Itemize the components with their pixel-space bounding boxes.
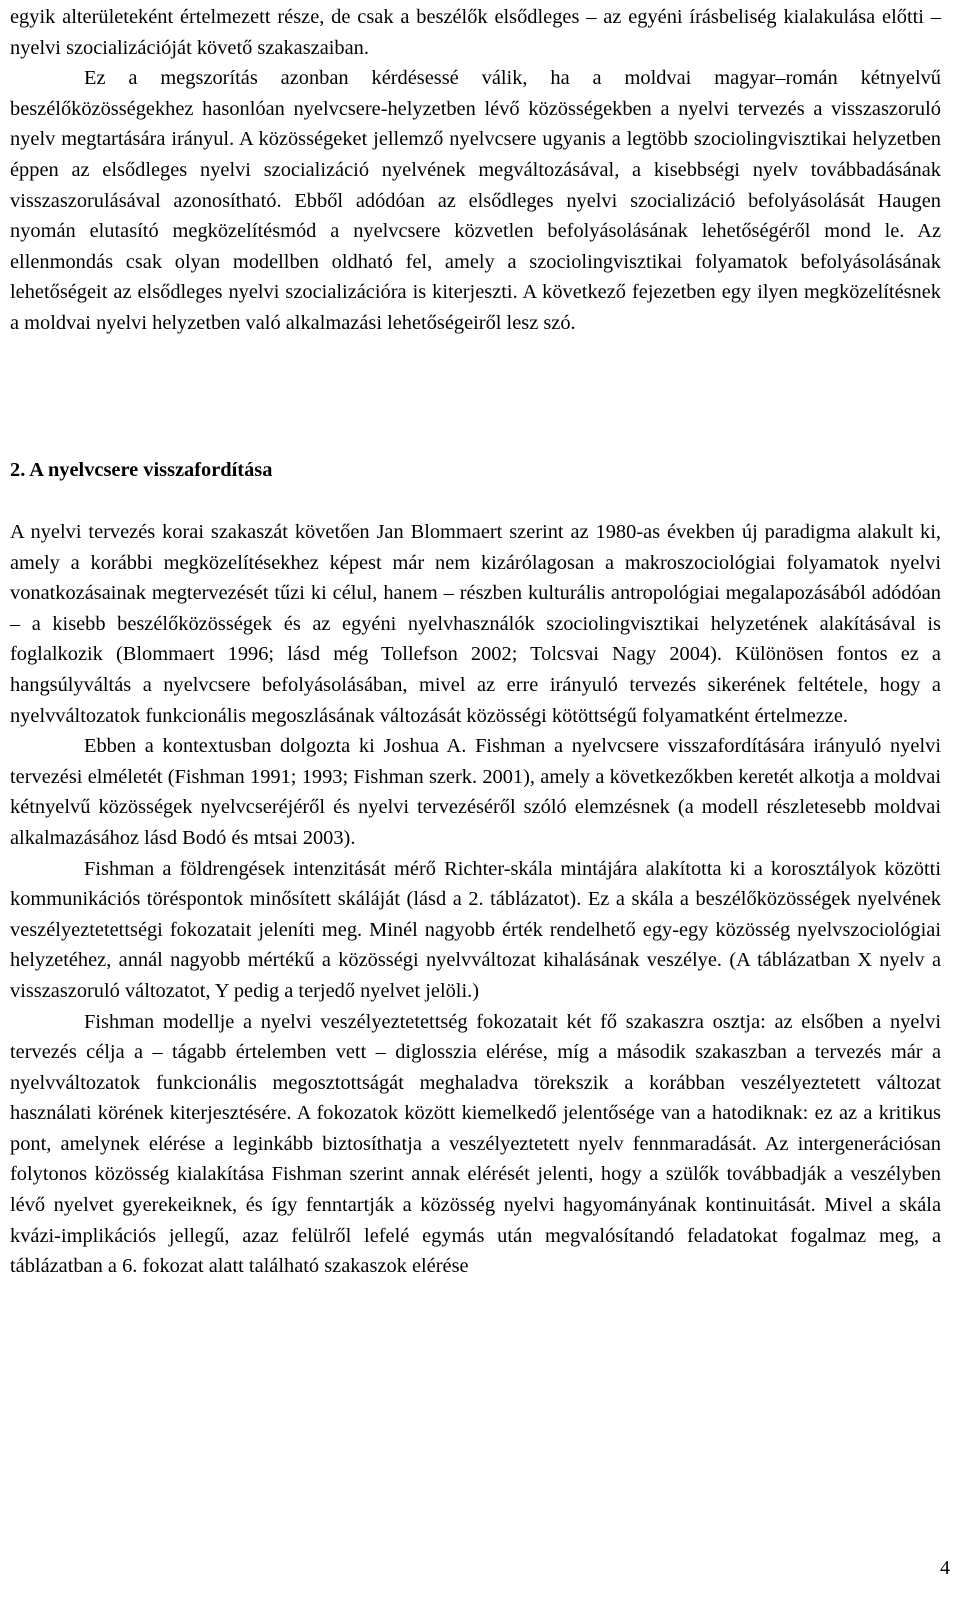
paragraph: A nyelvi tervezés korai szakaszát követően Jan Blommaert szerint az 1980-as években új paradigma alakult ki, amely a korábbi megközelítésekhez képest már nem kizárólagosan a makroszociológiai folyamatok nyelvi vonatkozásainak megtervezését tűzi ki célul, hanem – részben kulturális antropológiai megalapozásából adódóan – a kisebb beszélőközösségek és az egyéni nyelvhasználók szociolingvisztikai helyzetének alakításával is foglalkozik (Blommaert 1996; lásd még Tollefson 2002; Tolcsvai Nagy 2004). Különösen fontos ez a hangsúlyváltás a nyelvcsere befolyásolásában, mivel az erre irányuló tervezés sikerének feltétele, hogy a nyelvváltozatok funkcionális megoszlásának változását közösségi kötöttségű folyamatként értelmezze.: [10, 521, 941, 727]
top-text-block: [10, 2, 941, 339]
main-text-block: [10, 517, 941, 1282]
paragraph: Fishman a földrengések intenzitását mérő Richter-skála mintájára alakította ki a korosztályok közötti kommunikációs töréspontok minősített skáláját (lásd a 2. táblázatot). Ez a skála a beszélőközösségek nyelvének veszélyeztetettségi fokozatait jeleníti meg. Minél nagyobb érték rendelhető egy-egy közösség nyelvszociológiai helyzetéhez, annál nagyobb mértékű a közösségi nyelvváltozat kihalásának veszélye. (A táblázatban X nyelv a visszaszoruló változatot, Y pedig a terjedő nyelvet jelöli.): [10, 857, 941, 1002]
section-heading: 2. A nyelvcsere visszafordítása: [10, 459, 273, 481]
paragraph: egyik alterületeként értelmezett része, de csak a beszélők elsődleges – az egyéni írásbeliség kialakulása előtti – nyelvi szocializációját követő szakaszaiban.: [10, 6, 941, 59]
paragraph: Ez a megszorítás azonban kérdésessé válik, ha a moldvai magyar–román kétnyelvű beszélőközösségekhez hasonlóan nyelvcsere-helyzetben lévő közösségekben a nyelvi tervezés a visszaszoruló nyelv megtartására irányul. A közösségeket jellemző nyelvcsere ugyanis a legtöbb szociolingvisztikai helyzetben éppen az elsődleges nyelvi szocializáció nyelvének megváltozásával, a kisebbségi nyelv továbbadásának visszaszorulásával azonosítható. Ebből adódóan az elsődleges nyelvi szocializáció befolyásolását Haugen nyomán elutasító megközelítésmód a nyelvcsere közvetlen befolyásolásának lehetőségéről mond le. Az ellenmondás csak olyan modellben oldható fel, amely a szociolingvisztikai folyamatok befolyásolásának lehetőségeit az elsődleges nyelvi szocializációra is kiterjeszti. A következő fejezetben egy ilyen megközelítésnek a moldvai nyelvi helyzetben való alkalmazási lehetőségeiről lesz szó.: [10, 67, 941, 334]
page-number: 4: [940, 1557, 950, 1579]
paragraph: Ebben a kontextusban dolgozta ki Joshua A. Fishman a nyelvcsere visszafordítására irányuló nyelvi tervezési elméletét (Fishman 1991; 1993; Fishman szerk. 2001), amely a következőkben keretét alkotja a moldvai kétnyelvű közösségek nyelvcseréjéről és nyelvi tervezéséről szóló elemzésnek (a modell részletesebb moldvai alkalmazásához lásd Bodó és mtsai 2003).: [10, 735, 941, 849]
paragraph: Fishman modellje a nyelvi veszélyeztetettség fokozatait két fő szakaszra osztja: az elsőben a nyelvi tervezés célja a – tágabb értelemben vett – diglosszia elérése, míg a második szakaszban a tervezés már a nyelvváltozatok funkcionális megosztottságát meghaladva törekszik a korábban veszélyeztetett változat használati körének kiterjesztésére. A fokozatok között kiemelkedő jelentősége van a hatodiknak: ez az a kritikus pont, amelynek elérése a leginkább biztosíthatja a veszélyeztetett nyelv fennmaradását. Az intergenerációsan folytonos közösség kialakítása Fishman szerint annak elérését jelenti, hogy a szülők továbbadják a veszélyben lévő nyelvet gyerekeiknek, és így fenntartják a közösség nyelvi hagyományának kontinuitását. Mivel a skála kvázi-implikációs jellegű, azaz felülről lefelé egymás után megvalósítandó feladatokat fogalmaz meg, a táblázatban a 6. fokozat alatt található szakaszok elérése: [10, 1010, 941, 1278]
